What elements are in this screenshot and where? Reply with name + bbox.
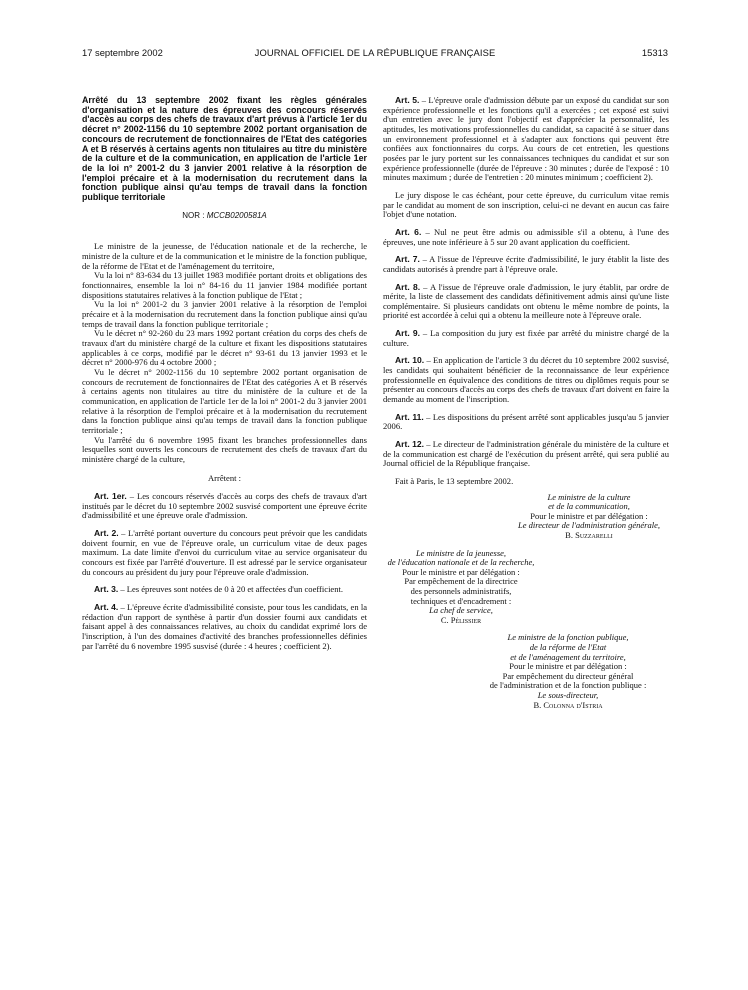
fait-a-paris: Fait à Paris, le 13 septembre 2002. [395, 476, 514, 486]
arretent-label: Arrêtent : [208, 473, 241, 484]
article-2 [82, 529, 367, 577]
signature-line: Le directeur de l'administration générale, [518, 520, 660, 531]
article-3 [82, 585, 367, 595]
header-journal-title: JOURNAL OFFICIEL DE LA RÉPUBLIQUE FRANÇAISE [254, 47, 496, 58]
article-text: – Les épreuves sont notées de 0 à 20 et affectées d'un coefficient. [118, 584, 344, 595]
article-text: – A l'issue de l'épreuve écrite d'admissibilité, le jury établit la liste des candidats autorisés à prendre part à l'épreuve orale. [383, 254, 669, 274]
signature-line: Pour le ministre et par délégation : [402, 566, 520, 577]
signature-line: de l'éducation nationale et de la recherche, [387, 557, 535, 568]
article-5-paragraph-2 [383, 191, 669, 220]
right-column [383, 96, 669, 710]
nor-reference [82, 211, 367, 221]
article-text: – Le directeur de l'administration générale du ministère de la culture et de la communication est chargé de l'exécution du présent arrêté, qui sera publié au Journal officiel de la République française. [383, 439, 669, 469]
preamble-vu-decret-92-260: Vu le décret n° 92-260 du 23 mars 1992 portant création du corps des chefs de travaux d'art du ministère chargé de la culture et fixant les dispositions statutaires applicables à ce corps, modifié par le décret n° 93-61 du 13 janvier 1993 et le décret n° 2000-976 du 4 octobre 2000 ; [82, 328, 367, 368]
preamble-vu-loi-2001-2: Vu la loi n° 2001-2 du 3 janvier 2001 relative à la résorption de l'emploi précaire et à la modernisation du recrutement dans la fonction publique ainsi qu'au temps de travail dans la fonction publique territoriale ; [82, 299, 367, 329]
article-6 [383, 228, 669, 247]
header-date: 17 septembre 2002 [82, 47, 163, 58]
signatory-name: B. Colonna d'Istria [533, 699, 603, 710]
signature-line: Le ministre de la culture [547, 491, 631, 502]
signature-line: La chef de service, [429, 605, 493, 616]
page-header [82, 47, 668, 61]
preamble-vu-loi-83-634: Vu la loi n° 83-634 du 13 juillet 1983 modifiée portant droits et obligations des fonctionnaires, ensemble la loi n° 84-16 du 11 janvier 1984 modifiée portant dispositions statutaires relatives à la fonction publique de l'Etat ; [82, 270, 367, 300]
signature-line: techniques et d'encadrement : [410, 595, 512, 606]
preamble-vu-decret-2002-1156: Vu le décret n° 2002-1156 du 10 septembre 2002 portant organisation de concours de recrutement de fonctionnaires de l'Etat des catégories A et B réservés à certains agents non titulaires au titre du ministère de la culture et de la communication, en application de l'article 1er de la loi n° 2001-2 du 3 janvier 2001 relative à la résorption de l'emploi précaire et à la modernisation du recrutement dans la fonction publique ainsi qu'au temps de travail dans la fonction publique territoriale ; [82, 366, 367, 435]
article-label: Art. 7. [395, 254, 420, 265]
article-text: – Les concours réservés d'accès au corps des chefs de travaux d'art institués par le décret du 10 septembre 2002 susvisé comportent une épreuve écrite d'admissibilité et une épreuve orale d'admission. [82, 491, 367, 521]
article-label: Art. 11. [395, 411, 424, 422]
article-8 [383, 283, 669, 322]
signature-line: Par empêchement du directeur général [502, 670, 634, 681]
signature-line: Pour le ministre et par délégation : [530, 510, 648, 521]
left-column [82, 96, 367, 651]
signature-line: Par empêchement de la directrice [404, 576, 518, 587]
article-text: – Nul ne peut être admis ou admissible s'il a obtenu, à l'une des épreuves, une note inférieure à 5 sur 20 avant application du coefficient. [383, 226, 669, 247]
signature-line: Le sous-directeur, [537, 689, 599, 700]
signature-line: de l'administration et de la fonction publique : [489, 680, 647, 691]
signature-line: Le ministre de la jeunesse, [415, 547, 507, 558]
article-12 [383, 440, 669, 469]
nor-code: MCCB0200581A [206, 210, 267, 220]
article-4 [82, 603, 367, 651]
article-label: Art. 12. [395, 439, 425, 450]
article-text: – La composition du jury est fixée par arrêté du ministre chargé de la culture. [383, 328, 669, 348]
article-text: – L'arrêté portant ouverture du concours peut prévoir que les candidats doivent fournir, en vue de l'épreuve orale, un curriculum vitae de deux pages maximum. La date limite d'envoi du curriculum vitae au service organisateur du concours est fixée par l'arrêté d'ouverture. Il est adressé par le service organisateur du concours au président du jury pour l'épreuve orale d'admission. [82, 528, 367, 577]
article-7 [383, 255, 669, 274]
signature-line: et de l'aménagement du territoire, [510, 651, 626, 662]
article-text: – En application de l'article 3 du décret du 10 septembre 2002 susvisé, les candidats qui souhaitent bénéficier de la reconnaissance de leur expérience professionnelle en équivalence des conditions de titres ou diplômes requis pour se présenter au concours d'accès au corps des chefs de travaux d'art doivent en faire la demande au moment de l'inscription. [383, 355, 670, 405]
article-11 [383, 413, 669, 432]
signature-line: Le ministre de la fonction publique, [507, 632, 629, 643]
article-5 [383, 96, 669, 183]
article-text: – L'épreuve écrite d'admissibilité consiste, pour tous les candidats, en la rédaction d'un rapport de synthèse à partir d'un dossier fourni aux candidats et faisant appel à des connaissances relatives, au choix du candidat exprimé lors de l'inscription, à l'un des domaines d'activité des branches professionnelles définies par l'arrêté du 6 novembre 1995 susvisé (durée : 4 heures ; coefficient 2). [82, 602, 367, 651]
article-label: Art. 9. [395, 328, 420, 339]
article-text: Le jury dispose le cas échéant, pour cette épreuve, du curriculum vitae remis par le candidat au moment de son inscription, celui-ci ne devant en aucun cas faire l'objet d'une notation. [383, 189, 669, 220]
article-text: – Les dispositions du présent arrêté sont applicables jusqu'au 5 janvier 2006. [383, 411, 669, 432]
signatory-name: C. Pélissier [440, 614, 482, 625]
signature-fonction-publique [383, 633, 669, 710]
preamble-ministers: Le ministre de la jeunesse, de l'éducation nationale et de la recherche, le ministre de la culture et de la communication et le ministre de la fonction publique, de la réforme de l'Etat et de l'aménagement du territoire, [82, 241, 367, 271]
article-label: Art. 6. [395, 226, 422, 237]
article-label: Art. 4. [94, 602, 119, 613]
header-page-number: 15313 [641, 47, 668, 58]
article-9 [383, 329, 669, 348]
article-label: Art. 1er. [94, 491, 127, 502]
signature-line: des personnels administratifs, [410, 586, 512, 596]
decree-title: Arrêté du 13 septembre 2002 fixant les règles générales d'organisation et la nature des épreuves des concours réservés d'accès au corps des chefs de travaux d'art prévus à l'article 1er du décret n° 2002-1156 du 10 septembre 2002 portant organisation de concours de recrutement de fonctionnaires de l'Etat des catégories A et B réservés à certains agents non titulaires au titre du ministère de la culture et de la communication, en application de l'article 1er de la loi n° 2001-2 du 3 janvier 2001 relative à la résorption de l'emploi précaire et à la modernisation du recrutement dans la fonction publique ainsi qu'au temps de travail dans la fonction publique territoriale [82, 95, 367, 203]
preamble-vu-arrete-1995: Vu l'arrêté du 6 novembre 1995 fixant les branches professionnelles dans lesquelles sont ouverts les concours de recrutement des chefs de travaux d'art du ministère chargé de la culture, [82, 434, 367, 464]
article-label: Art. 10. [395, 355, 425, 366]
signature-line: et de la communication, [548, 501, 630, 512]
signatory-name: B. Suzzarelli [565, 530, 613, 541]
signature-education [341, 549, 669, 626]
article-text: – A l'issue de l'épreuve orale d'admission, le jury établit, par ordre de mérite, la liste de classement des candidats définitivement admis ainsi qu'une liste complémentaire. Si plusieurs candidats ont obtenu le même nombre de points, la priorité est accordée à celui qui a obtenu la meilleure note à l'épreuve orale. [383, 281, 669, 321]
article-label: Art. 5. [395, 95, 420, 105]
article-1 [82, 492, 367, 521]
signature-line: de la réforme de l'Etat [529, 641, 607, 652]
nor-label: NOR : [182, 210, 205, 220]
signature-line: Pour le ministre et par délégation : [509, 661, 627, 672]
article-label: Art. 2. [94, 528, 119, 539]
signature-culture [383, 493, 669, 541]
article-text: – L'épreuve orale d'admission débute par un exposé du candidat sur son expérience professionnelle et les fonctions qu'il a exercées ; cet exposé est suivi d'un entretien avec le jury dont l'objectif est d'apprécier la personnalité, les aptitudes, les motivations professionnelles du candidat, sa capacité à se situer dans un environnement professionnel et à s'adapter aux fonctions qui peuvent être confiées aux fonctionnaires du corps. Au cours de cet entretien, les questions posées par le jury portent sur les connaissances techniques du candidat et sur son expérience professionnelle (durée de l'épreuve : 30 minutes ; durée de l'exposé : 10 minutes maximum ; durée de l'entretien : 20 minutes minimum ; coefficient 2). [383, 95, 669, 183]
article-label: Art. 3. [94, 584, 119, 595]
article-label: Art. 8. [395, 281, 421, 292]
article-10 [383, 356, 669, 404]
